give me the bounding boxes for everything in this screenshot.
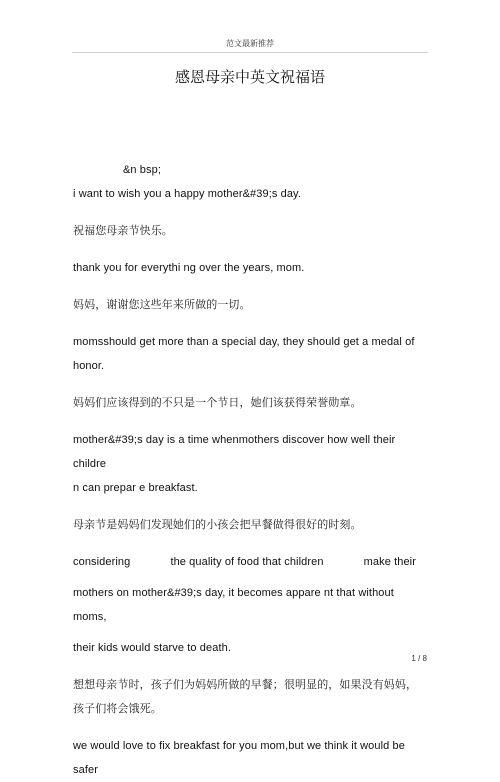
paragraph-en-5-word-2: the quality of food that children bbox=[170, 556, 324, 568]
paragraph-en-4-line-2: n can prepar e breakfast. bbox=[73, 482, 198, 494]
paragraph-zh-4: 母亲节是妈妈们发现她们的小孩会把早餐做得很好的时刻。 bbox=[73, 518, 362, 531]
paragraph-en-2: thank you for everythi ng over the years, mom. bbox=[73, 262, 305, 274]
paragraph-en-1: i want to wish you a happy mother&#39;s day. bbox=[73, 188, 301, 200]
paragraph-en-5-word-3: make their bbox=[363, 556, 416, 568]
paragraph-en-5-line-3: their kids would starve to death. bbox=[73, 642, 231, 654]
paragraph-en-5-word-1: considering bbox=[73, 556, 131, 568]
paragraph-en-3-line-2: honor. bbox=[73, 360, 105, 372]
paragraph-en-3-line-1: momsshould get more than a special day, they should get a medal of bbox=[73, 336, 415, 348]
paragraph-zh-2: 妈妈，谢谢您这些年来所做的一切。 bbox=[73, 298, 251, 311]
paragraph-zh-5-line-2: 孩子们将会饿死。 bbox=[73, 702, 162, 715]
paragraph-zh-5-line-1: 想想母亲节时，孩子们为妈妈所做的早餐；很明显的，如果没有妈妈， bbox=[73, 678, 418, 691]
page-header: 范文最新推荐 bbox=[226, 39, 274, 48]
paragraph-en-5-line-1 bbox=[73, 550, 428, 574]
page-number: 1 / 8 bbox=[411, 654, 427, 663]
paragraph-en-6: we would love to fix breakfast for you mom,but we think it would be safer bbox=[73, 740, 405, 776]
document-title: 感恩母亲中英文祝福语 bbox=[174, 69, 325, 86]
paragraph-en-4-line-1: mother&#39;s day is a time whenmothers discover how well their childre bbox=[73, 434, 396, 470]
document-body bbox=[73, 158, 428, 782]
paragraph-zh-1: 祝福您母亲节快乐。 bbox=[73, 224, 173, 237]
paragraph-nbsp: &n bsp; bbox=[123, 164, 162, 176]
paragraph-en-5-line-2: mothers on mother&#39;s day, it becomes appare nt that without moms, bbox=[73, 587, 394, 623]
paragraph-zh-3: 妈妈们应该得到的不只是一个节日，她们该获得荣誉勋章。 bbox=[73, 396, 362, 409]
header-divider bbox=[72, 52, 428, 53]
